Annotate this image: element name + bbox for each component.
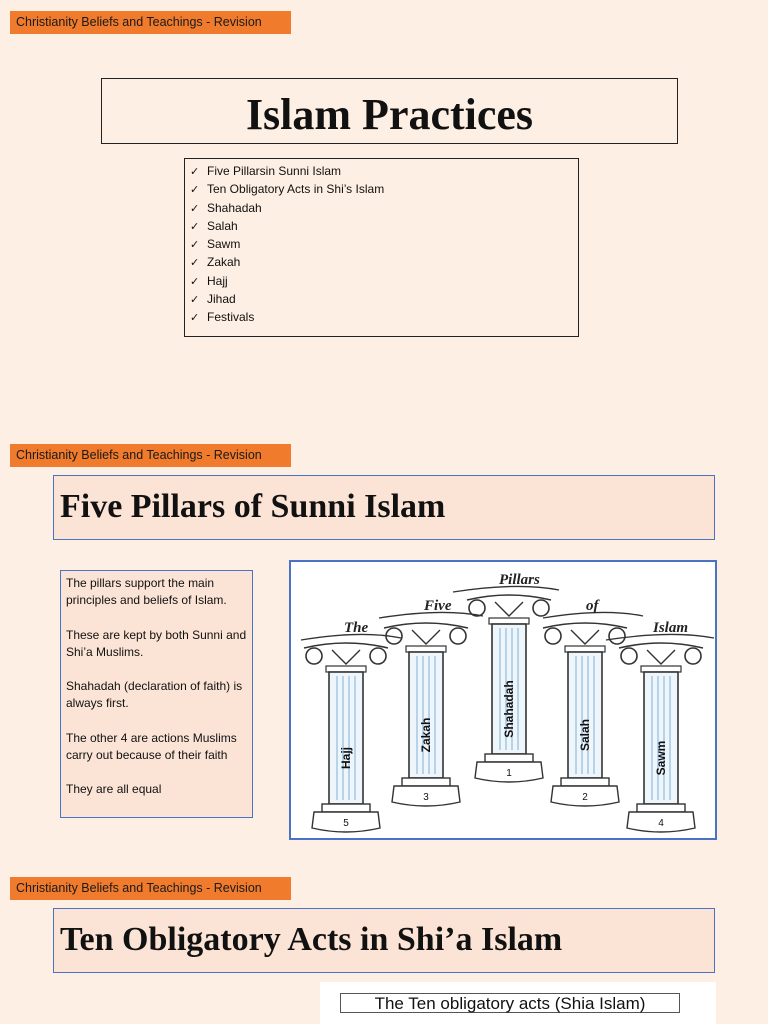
pillar-label: Salah — [578, 718, 592, 752]
pillar-base-top — [637, 804, 685, 812]
slide-tag: Christianity Beliefs and Teachings - Revision — [10, 11, 291, 34]
checklist-item-label: Sawm — [207, 237, 241, 252]
pillar-volute — [370, 648, 386, 664]
checklist-item — [190, 181, 578, 199]
slide-tag: Christianity Beliefs and Teachings - Revision — [10, 877, 291, 900]
pillar-leaf — [332, 650, 360, 664]
section-heading: Ten Obligatory Acts in Shi’a Islam — [53, 908, 715, 973]
description-paragraph: These are kept by both Sunni and Shi’a Muslims. — [66, 627, 247, 659]
pillar-volute — [609, 628, 625, 644]
ten-acts-image — [320, 982, 716, 1024]
check-icon: ✓ — [190, 294, 200, 307]
pillar-leaf — [412, 630, 440, 644]
checklist-item-label: Five Pillarsin Sunni Islam — [207, 164, 342, 178]
checklist-item — [190, 163, 578, 181]
pillar-volute — [545, 628, 561, 644]
pillar-capital — [619, 643, 703, 648]
banner-word: The — [344, 620, 369, 636]
pillar-shaft — [409, 652, 443, 778]
pillar-number: 2 — [582, 792, 588, 803]
pillar-base-top — [402, 778, 450, 786]
pillar-volute — [450, 628, 466, 644]
checklist-item — [190, 236, 578, 254]
pillars-description — [60, 570, 253, 818]
description-paragraph: The pillars support the main principles and beliefs of Islam. — [66, 576, 227, 608]
check-icon: ✓ — [190, 239, 200, 252]
pillar-shaft — [329, 672, 363, 804]
pillar-abacus — [565, 646, 605, 652]
check-icon: ✓ — [190, 202, 200, 215]
checklist-item-label: Shahadah — [207, 200, 262, 215]
pillar-abacus — [641, 666, 681, 672]
pillar-label: Hajj — [339, 746, 353, 770]
check-icon: ✓ — [190, 275, 200, 288]
pillar-capital — [543, 623, 627, 628]
pillar-volute — [306, 648, 322, 664]
banner-word: Pillars — [499, 572, 540, 588]
description-paragraph: The other 4 are actions Muslims carry out because of their faith — [66, 730, 237, 762]
pillar-abacus — [406, 646, 446, 652]
pillar-number: 4 — [658, 818, 664, 829]
pillar-number: 3 — [423, 792, 429, 803]
checklist-item-label: Salah — [207, 218, 238, 233]
pillar-abacus — [489, 618, 529, 624]
checklist-item-label: Jihad — [207, 292, 236, 307]
checklist-item-label: Festivals — [207, 310, 255, 325]
check-icon: ✓ — [190, 184, 200, 197]
checklist-item-label: Hajj — [207, 273, 228, 288]
banner-word: Five — [424, 598, 452, 614]
topics-checklist — [184, 158, 579, 337]
pillar-volute — [685, 648, 701, 664]
pillar-number: 5 — [343, 818, 349, 829]
check-icon: ✓ — [190, 312, 200, 325]
checklist-item — [190, 200, 578, 218]
pillar-abacus — [326, 666, 366, 672]
pillar-shaft — [568, 652, 602, 778]
pillar-base-top — [561, 778, 609, 786]
checklist-item-label: Zakah — [207, 255, 241, 270]
pillar-capital — [384, 623, 468, 628]
page-title: Islam Practices — [101, 78, 678, 144]
check-icon: ✓ — [190, 257, 200, 270]
pillar-label: Zakah — [419, 717, 433, 753]
pillar-volute — [621, 648, 637, 664]
pillar-capital — [304, 643, 388, 648]
description-paragraph: Shahadah (declaration of faith) is always first. — [66, 679, 243, 711]
pillar-leaf — [571, 630, 599, 644]
checklist-item — [190, 218, 578, 236]
section-heading: Five Pillars of Sunni Islam — [53, 475, 715, 540]
check-icon: ✓ — [190, 220, 200, 233]
checklist-item — [190, 273, 578, 291]
description-paragraph: They are all equal — [66, 782, 162, 797]
five-pillars-illustration — [289, 560, 717, 840]
pillar-base-top — [485, 754, 533, 762]
slide-tag: Christianity Beliefs and Teachings - Revision — [10, 444, 291, 467]
pillar-shaft — [644, 672, 678, 804]
ten-acts-caption: The Ten obligatory acts (Shia Islam) — [340, 993, 680, 1013]
pillar-volute — [533, 600, 549, 616]
checklist-item — [190, 254, 578, 272]
checklist-item-label: Ten Obligatory Acts in Shi’s Islam — [207, 182, 385, 197]
pillar-leaf — [647, 650, 675, 664]
banner-word: Islam — [653, 620, 689, 636]
pillar-volute — [469, 600, 485, 616]
pillars-drawing — [291, 562, 715, 838]
checklist-item — [190, 291, 578, 309]
banner-word: of — [586, 598, 599, 614]
pillar-base-top — [322, 804, 370, 812]
pillar-label: Shahadah — [502, 680, 516, 738]
pillar-leaf — [495, 602, 523, 616]
pillar-label: Sawm — [654, 740, 668, 776]
check-icon: ✓ — [190, 166, 200, 178]
checklist-item — [190, 309, 578, 327]
pillar-number: 1 — [506, 768, 512, 779]
pillar-capital — [467, 595, 551, 600]
